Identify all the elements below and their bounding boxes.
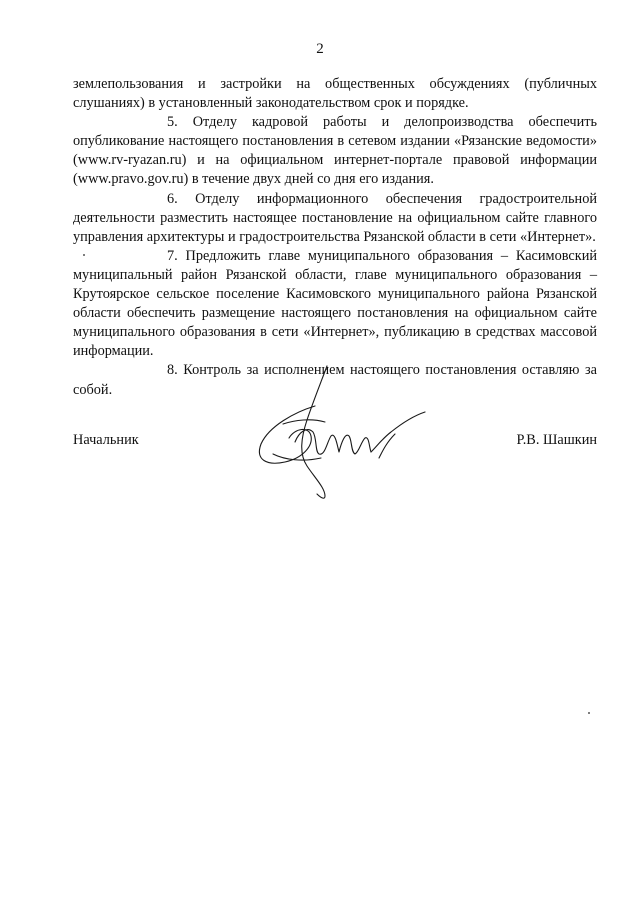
paragraph-item-5 bbox=[73, 113, 597, 189]
document-body bbox=[73, 75, 597, 400]
paragraph-number: 8. bbox=[167, 362, 178, 379]
page-number: 2 bbox=[316, 41, 324, 57]
scan-speck bbox=[588, 712, 590, 714]
handwritten-signature bbox=[255, 362, 435, 502]
paragraph-item-7 bbox=[73, 247, 597, 362]
paragraph-text: землепользования и застройки на общественных обсуждениях (публичных слушаниях) в установленный законодательством срок и порядке. bbox=[73, 76, 597, 112]
paragraph-number: 7. bbox=[167, 247, 178, 264]
scan-speck bbox=[83, 254, 85, 256]
paragraph-text: Предложить главе муниципального образования – Касимовский муниципальный район Рязанской области, главе муниципального образования – Крутоярское сельское поселение Касимовского муниципального района Рязанской области обеспечить размещение настоящего постановления на официальном сайте муниципального образования в сети «Интернет», публикацию в средствах массовой информации. bbox=[73, 247, 597, 360]
paragraph-item-6 bbox=[73, 190, 597, 247]
paragraph-number: 5. bbox=[167, 114, 178, 131]
signatory-title: Начальник bbox=[73, 432, 139, 448]
signatory-name: Р.В. Шашкин bbox=[516, 432, 597, 448]
paragraph-text: Контроль за исполнением настоящего постановления оставляю за собой. bbox=[73, 362, 597, 398]
paragraph-number: 6. bbox=[167, 190, 178, 207]
paragraph-text: Отделу кадровой работы и делопроизводства обеспечить опубликование настоящего постановления в сетевом издании «Рязанские ведомости» (www.rv-ryazan.ru) и на официальном интернет-портале правовой информации (www.pravo.gov.ru) в течение двух дней со дня его издания. bbox=[73, 114, 597, 188]
paragraph-continuation bbox=[73, 75, 597, 113]
paragraph-text: Отделу информационного обеспечения градостроительной деятельности разместить настоящее постановление на официальном сайте главного управления архитектуры и градостроительства Рязанской области в сети «Интернет». bbox=[73, 190, 597, 245]
